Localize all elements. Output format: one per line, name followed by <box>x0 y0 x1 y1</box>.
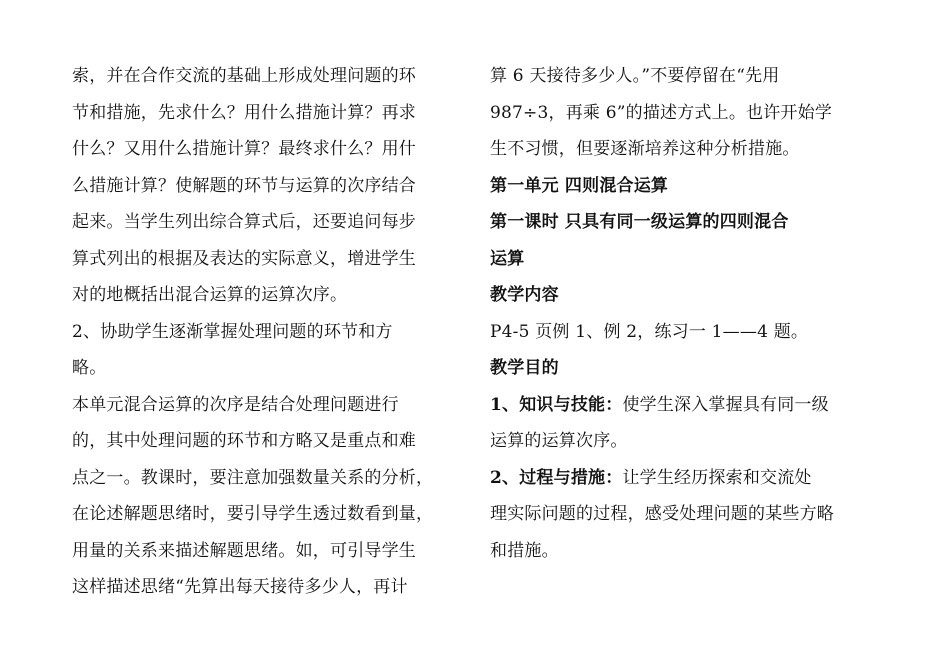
content-text: P4-5 页例 1、例 2，练习一 1——4 题。 <box>490 321 809 342</box>
text-line: 本单元混合运算的次序是结合处理问题进行 <box>72 394 399 415</box>
left-column <box>72 58 464 606</box>
text-line: 这样描述思绪“先算出每天接待多少人，再计 <box>72 577 408 597</box>
goal-1-label: 1、知识与技能： <box>490 394 623 415</box>
goal-2 <box>490 460 890 497</box>
goal-1-continued: 运算的运算次序。 <box>490 431 628 451</box>
text-line: 什么？又用什么措施计算？最终求什么？用什 <box>72 139 416 159</box>
goal-heading: 教学目的 <box>490 358 559 378</box>
text-line: 节和措施，先求什么？用什么措施计算？再求 <box>72 102 416 123</box>
text-line: 2、协助学生逐渐掌握处理问题的环节和方 <box>72 321 393 342</box>
text-line: 的，其中处理问题的环节和方略又是重点和难 <box>72 431 416 451</box>
text-line: 对的地概括出混合运算的运算次序。 <box>72 285 348 305</box>
text-line: 算式列出的根据及表达的实际意义，增进学生 <box>72 248 416 269</box>
lesson-heading: 第一课时 只具有同一级运算的四则混合 <box>490 212 789 232</box>
text-line: 点之一。教课时，要注意加强数量关系的分析， <box>72 467 434 488</box>
goal-2-continued: 和措施。 <box>490 540 559 561</box>
text-line: 索，并在合作交流的基础上形成处理问题的环 <box>72 66 416 86</box>
goal-2-text: 让学生经历探索和交流处 <box>622 467 812 488</box>
unit-heading: 第一单元 四则混合运算 <box>490 175 669 196</box>
right-column <box>490 58 890 569</box>
text-line: 在论述解题思绪时，要引导学生透过数看到量， <box>72 504 434 524</box>
text-line: 起来。当学生列出综合算式后，还要追问每步 <box>72 212 416 232</box>
text-line: 生不习惯，但要逐渐培养这种分析措施。 <box>490 139 800 159</box>
goal-2-continued: 理实际问题的过程，感受处理问题的某些方略 <box>490 504 834 524</box>
text-line: 么措施计算？使解题的环节与运算的次序结合 <box>72 175 416 196</box>
text-line: 987÷3，再乘 6”的描述方式上。也许开始学 <box>490 102 833 123</box>
content-heading: 教学内容 <box>490 285 559 305</box>
text-line: 略。 <box>72 358 107 378</box>
lesson-heading-continued: 运算 <box>490 248 525 269</box>
goal-1 <box>490 387 890 424</box>
text-line: 用量的关系来描述解题思绪。如，可引导学生 <box>72 540 416 561</box>
text-line: 算 6 天接待多少人。”不要停留在“先用 <box>490 66 780 86</box>
goal-1-text: 使学生深入掌握具有同一级 <box>622 394 829 415</box>
goal-2-label: 2、过程与措施： <box>490 467 623 488</box>
